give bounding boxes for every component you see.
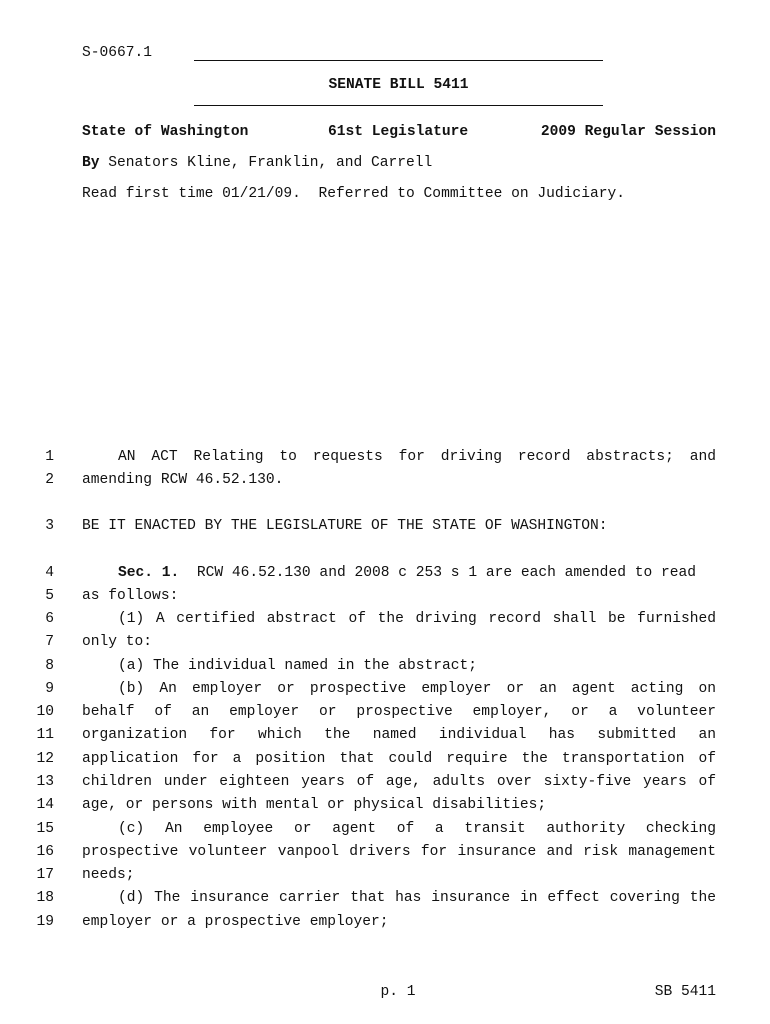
- line-text: (1) A certified abstract of the driving record shall be furnished: [118, 611, 716, 627]
- line-number: 9: [45, 681, 54, 697]
- line-number: 2: [45, 472, 54, 488]
- line-text: age, or persons with mental or physical disabilities;: [82, 797, 547, 813]
- body-line: [0, 844, 770, 867]
- legislature-label: 61st Legislature: [328, 124, 469, 140]
- line-text: as follows:: [82, 588, 179, 604]
- line-number: 8: [45, 658, 54, 674]
- line-text: behalf of an employer or prospective employer, or a volunteer: [82, 704, 716, 720]
- line-text: (b) An employer or prospective employer or an agent acting on: [118, 681, 716, 697]
- line-text: application for a position that could require the transportation of: [82, 751, 716, 767]
- body-line: [0, 867, 770, 890]
- line-text: needs;: [82, 867, 135, 883]
- line-text: organization for which the named individual has submitted an: [82, 727, 716, 743]
- line-number: 4: [45, 565, 54, 581]
- body-line: [0, 634, 770, 657]
- section-heading: Sec. 1.: [118, 565, 180, 581]
- line-number: 15: [36, 821, 54, 837]
- line-text: children under eighteen years of age, adults over sixty-five years of: [82, 774, 716, 790]
- body-line: [0, 797, 770, 820]
- line-text: only to:: [82, 634, 153, 650]
- body-line: [0, 658, 770, 681]
- bill-title: SENATE BILL 5411: [328, 77, 469, 93]
- line-number: 10: [36, 704, 54, 720]
- body-line: [0, 565, 770, 588]
- body-line: [0, 751, 770, 774]
- line-number: 18: [36, 890, 54, 906]
- line-number: 19: [36, 914, 54, 930]
- sponsors: Senators Kline, Franklin, and Carrell: [108, 155, 433, 171]
- body-line: [0, 774, 770, 797]
- line-text: (d) The insurance carrier that has insurance in effect covering the: [118, 890, 716, 906]
- line-text: [82, 565, 716, 581]
- state-label: State of Washington: [82, 124, 249, 140]
- sponsors-line: [82, 155, 432, 171]
- by-label: By: [82, 155, 100, 171]
- body-line: [0, 611, 770, 634]
- section-text: RCW 46.52.130 and 2008 c 253 s 1 are each amended to read: [196, 565, 697, 581]
- body-line: [0, 681, 770, 704]
- body-line: [0, 704, 770, 727]
- line-text: employer or a prospective employer;: [82, 914, 389, 930]
- line-text: prospective volunteer vanpool drivers for insurance and risk management: [82, 844, 716, 860]
- footer-bill-id: SB 5411: [654, 984, 716, 1000]
- line-text: (a) The individual named in the abstract;: [118, 658, 478, 674]
- line-number: 5: [45, 588, 54, 604]
- title-rule-top: [194, 60, 603, 61]
- enacting-clause: BE IT ENACTED BY THE LEGISLATURE OF THE STATE OF WASHINGTON:: [82, 518, 608, 534]
- session-label: 2009 Regular Session: [540, 124, 716, 140]
- line-number: 14: [36, 797, 54, 813]
- document-id: S-0667.1: [82, 45, 153, 61]
- body-line: [0, 821, 770, 844]
- line-number: 1: [45, 449, 54, 465]
- line-number: 7: [45, 634, 54, 650]
- body-line: [0, 727, 770, 750]
- line-number: 13: [36, 774, 54, 790]
- body-line: [0, 914, 770, 937]
- body-line: [0, 890, 770, 913]
- line-number: 12: [36, 751, 54, 767]
- title-rule-bottom: [194, 105, 603, 106]
- line-text: (c) An employee or agent of a transit authority checking: [118, 821, 716, 837]
- line-text: AN ACT Relating to requests for driving record abstracts; and: [118, 449, 716, 465]
- line-number: 6: [45, 611, 54, 627]
- line-number: 16: [36, 844, 54, 860]
- line-number: 17: [36, 867, 54, 883]
- body-line: [0, 518, 770, 541]
- page-number: p. 1: [380, 984, 416, 1000]
- body-line: [0, 588, 770, 611]
- body-line: [0, 472, 770, 495]
- body-line: [0, 449, 770, 472]
- line-text: amending RCW 46.52.130.: [82, 472, 284, 488]
- line-number: 11: [36, 727, 54, 743]
- line-number: 3: [45, 518, 54, 534]
- read-note: Read first time 01/21/09. Referred to Committee on Judiciary.: [82, 186, 625, 202]
